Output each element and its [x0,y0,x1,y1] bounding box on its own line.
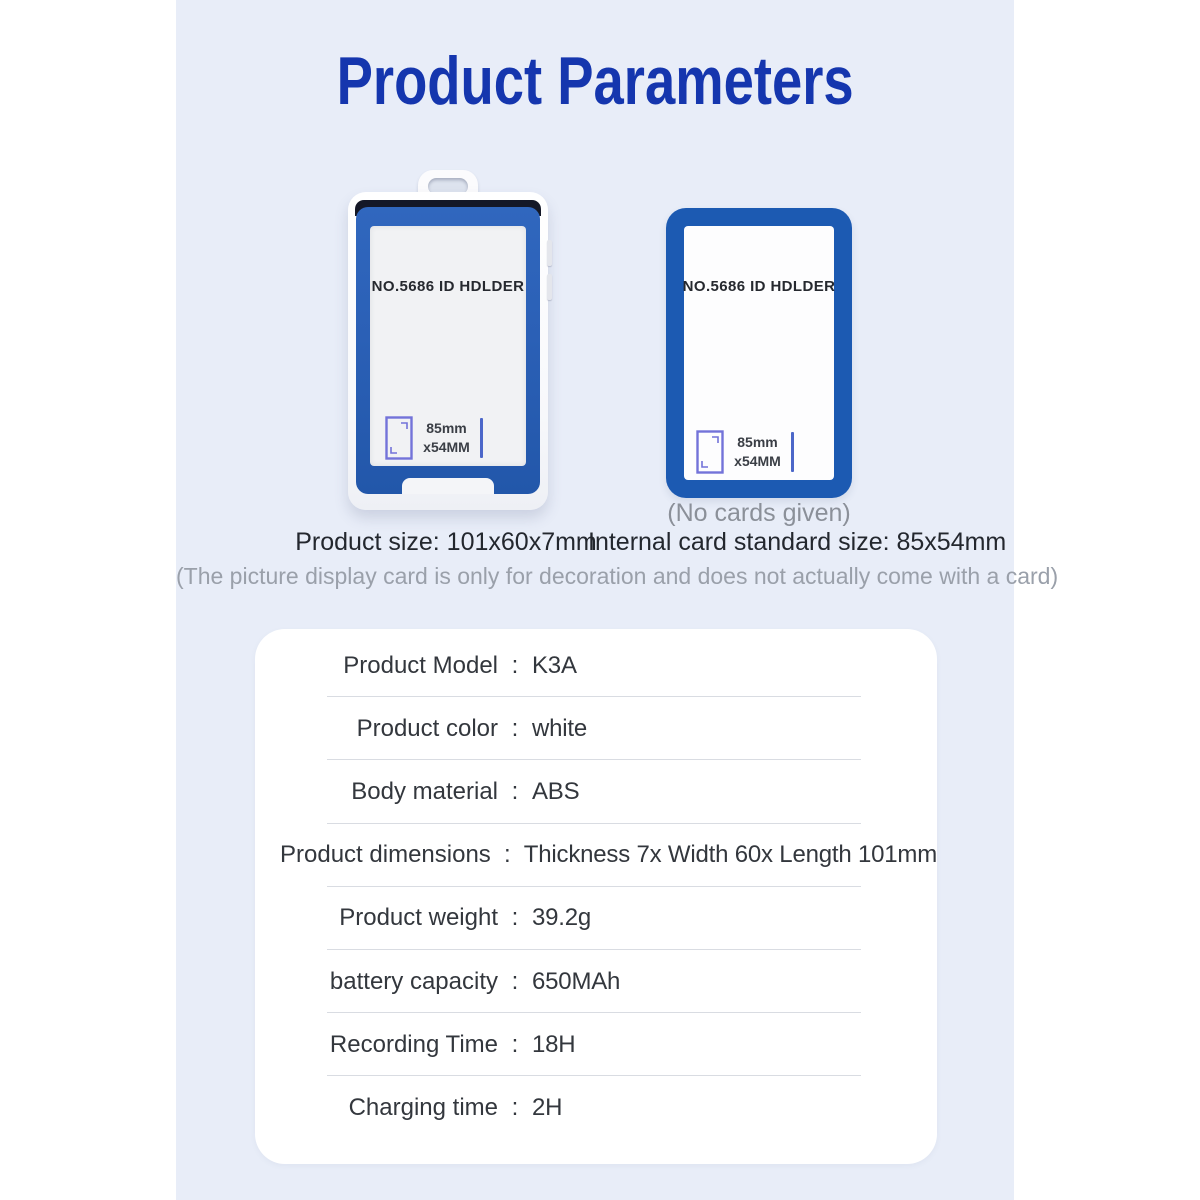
spec-label: Charging time [348,1093,498,1121]
page-title-wrap [176,42,1014,120]
spec-label: Product Model [343,651,498,679]
spec-colon: : [511,1030,519,1058]
card-size-icon [696,430,724,474]
spec-row-product-model [255,634,937,697]
spec-colon: : [503,841,511,869]
size-line1: 85mm [426,420,467,437]
spec-value: white [532,714,588,742]
spec-label: Product dimensions [280,841,491,869]
internal-card-size-caption: Internal card standard size: 85x54mm [588,528,1007,556]
spec-table-card [255,629,937,1164]
spec-value: K3A [532,651,577,679]
size-rule-line [480,418,483,458]
holder-side-button [547,274,552,300]
spec-row-recording-time [255,1013,937,1076]
spec-row-battery-capacity [255,950,937,1013]
spec-label: Product color [356,714,498,742]
page-title: Product Parameters [336,43,854,119]
size-line1: 85mm [737,434,778,451]
product-size-caption: Product size: 101x60x7mm [295,528,597,556]
spec-colon: : [511,777,519,805]
blue-card-label: NO.5686 ID HDLDER [682,278,836,295]
spec-row-body-material [255,760,937,823]
blue-card-face [684,226,834,480]
spec-colon: : [511,904,519,932]
holder-card-label: NO.5686 ID HDLDER [371,278,525,295]
spec-label: Product weight [339,904,498,932]
holder-size-text [423,419,470,457]
holder-card-face [370,226,526,466]
holder-bottom-notch [402,478,494,494]
spec-row-charging-time [255,1076,937,1139]
size-line2: x54MM [423,439,470,455]
spec-colon: : [511,1093,519,1121]
spec-row-product-dimensions [255,824,937,887]
spec-value: 18H [532,1030,576,1058]
holder-side-button [547,240,552,266]
spec-row-product-color [255,697,937,760]
size-line2: x54MM [734,453,781,469]
blue-card-size-row [684,430,806,474]
spec-row-product-weight [255,887,937,950]
spec-colon: : [511,714,519,742]
spec-value: 650MAh [532,967,621,995]
spec-value: 2H [532,1093,563,1121]
spec-colon: : [511,651,519,679]
card-size-icon [385,416,413,460]
spec-colon: : [511,967,519,995]
spec-value: 39.2g [532,904,592,932]
size-rule-line [791,432,794,472]
spec-value: Thickness 7x Width 60x Length 101mm [523,841,937,869]
blue-card-size-text [734,433,781,471]
decoration-disclaimer: (The picture display card is only for decoration and does not actually come with a card) [176,563,1059,589]
spec-label: Recording Time [329,1030,498,1058]
spec-label: Body material [351,777,498,805]
holder-size-row [370,416,498,460]
spec-value: ABS [532,777,580,805]
no-cards-note: (No cards given) [667,499,851,527]
spec-label: battery capacity [329,967,498,995]
